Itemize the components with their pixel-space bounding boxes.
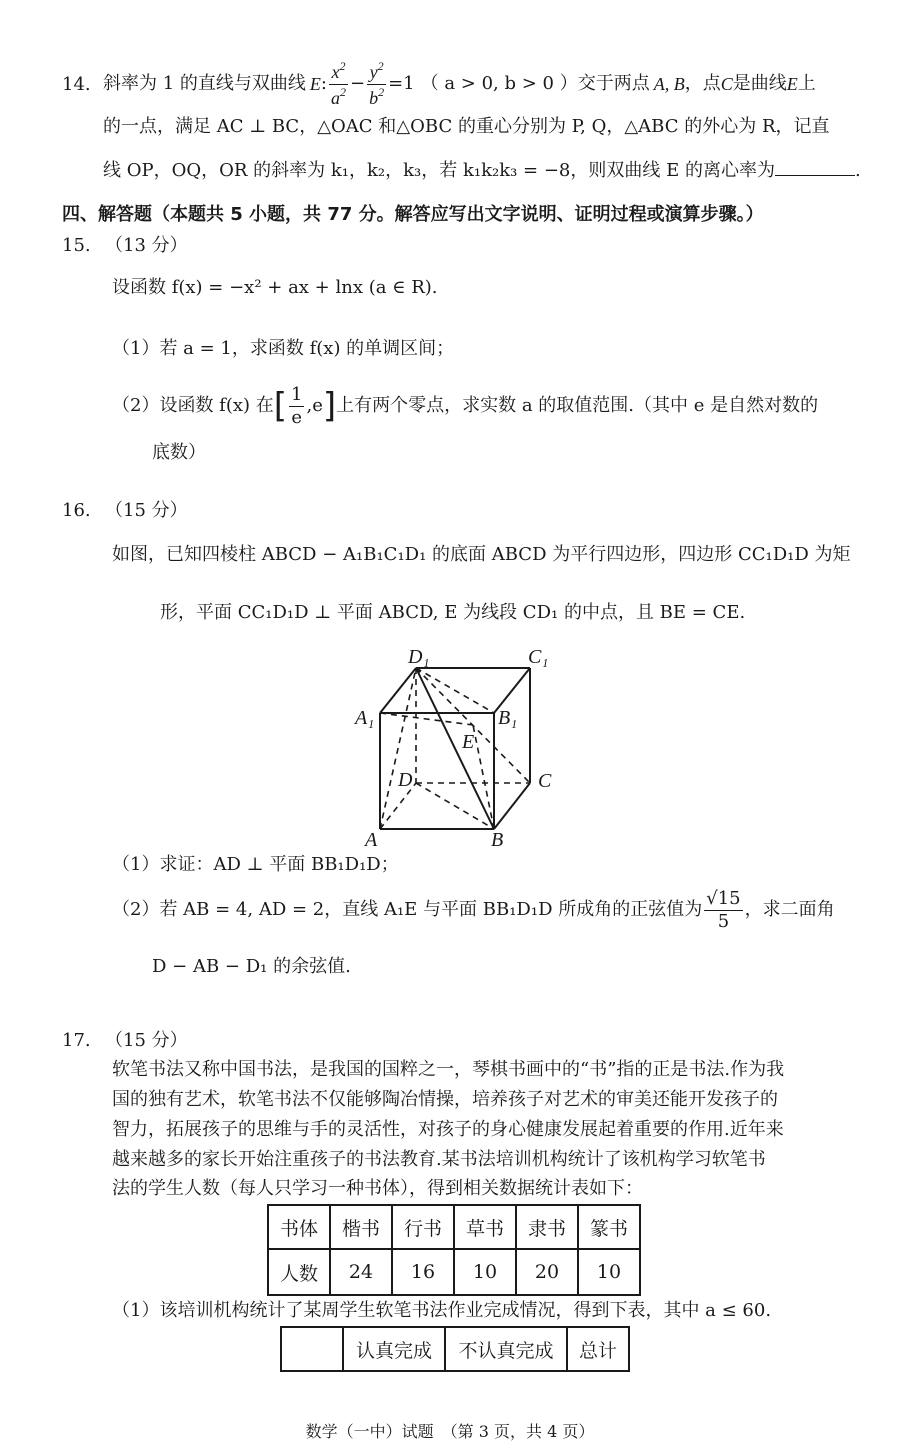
q16-part2-cont: D − AB − D₁ 的余弦值. bbox=[152, 956, 351, 977]
label-A: A bbox=[365, 829, 378, 851]
q16-part2: （2）若 AB = 4, AD = 2，直线 A₁E 与平面 BB₁D₁D 所成角的正弦值为 $\frac{√15}{5}$ ，求二面角 bbox=[112, 887, 835, 932]
table-cell: 篆书 bbox=[578, 1205, 640, 1249]
fraction-y2-b2: $\frac{y^2}{b^2}$ bbox=[369, 58, 385, 108]
q15-part2: （2）设函数 f(x) 在 [ $\frac{1}{e}$ ,e ] 上有两个零点，求实数 a 的取值范围.（其中 e 是自然对数的 bbox=[112, 383, 819, 428]
table-cell bbox=[281, 1327, 343, 1371]
q15-part2-cont: 底数） bbox=[152, 442, 206, 463]
fraction-1-e: $\frac{1}{e}$ bbox=[291, 383, 303, 428]
table-homework-completion bbox=[280, 1326, 630, 1372]
q15-intro: 设函数 f(x) = −x² + ax + lnx (a ∈ R). bbox=[112, 277, 438, 298]
q16-number: 16. bbox=[62, 500, 91, 521]
fraction-x2-a2: $\frac{x^2}{a^2}$ bbox=[330, 58, 346, 108]
page-footer: 数学（一中）试题 （第 3 页，共 4 页） bbox=[305, 1422, 595, 1441]
table-cell: 隶书 bbox=[516, 1205, 578, 1249]
q14-number: 14. bbox=[62, 74, 91, 95]
q17-part1: （1）该培训机构统计了某周学生软笔书法作业完成情况，得到下表，其中 a ≤ 60. bbox=[112, 1300, 772, 1321]
table-cell: 不认真完成 bbox=[445, 1327, 567, 1371]
table-cell: 书体 bbox=[268, 1205, 330, 1249]
q16-intro-line1: 如图，已知四棱柱 ABCD − A₁B₁C₁D₁ 的底面 ABCD 为平行四边形，四边形 CC₁D₁D 为矩 bbox=[112, 544, 851, 565]
q17-para-line4: 越来越多的家长开始注重孩子的书法教育.某书法培训机构统计了该机构学习软笔书 bbox=[112, 1149, 766, 1170]
fraction-sqrt15-5: $\frac{√15}{5}$ bbox=[706, 887, 741, 932]
table-header-row bbox=[281, 1327, 629, 1371]
q17-score: （15 分） bbox=[105, 1030, 188, 1051]
label-B: B bbox=[491, 829, 504, 851]
q15-score: （13 分） bbox=[105, 235, 188, 256]
q17-para-line3: 智力，拓展孩子的思维与手的灵活性，对孩子的身心健康发展起着重要的作用.近年来 bbox=[112, 1119, 784, 1140]
q15-number: 15. bbox=[62, 235, 91, 256]
q17-para-line2: 国的独有艺术，软笔书法不仅能够陶冶情操，培养孩子对艺术的审美还能开发孩子的 bbox=[112, 1089, 778, 1110]
table-cell: 楷书 bbox=[330, 1205, 392, 1249]
label-A1: A₁ bbox=[355, 707, 375, 729]
section-heading: 四、解答题（本题共 5 小题，共 77 分。解答应写出文字说明、证明过程或演算步骤。） bbox=[62, 204, 764, 225]
table-cell: 行书 bbox=[392, 1205, 454, 1249]
table-cell: 总计 bbox=[567, 1327, 629, 1371]
table-cell: 16 bbox=[392, 1249, 454, 1295]
table-cell: 认真完成 bbox=[343, 1327, 445, 1371]
q15-part1: （1）若 a = 1，求函数 f(x) 的单调区间； bbox=[112, 338, 455, 359]
label-B1: B₁ bbox=[498, 707, 518, 729]
label-C1: C₁ bbox=[528, 646, 549, 668]
table-cell: 草书 bbox=[454, 1205, 516, 1249]
q16-score: （15 分） bbox=[105, 500, 188, 521]
label-D1: D₁ bbox=[408, 646, 430, 668]
table-cell: 20 bbox=[516, 1249, 578, 1295]
label-E: E bbox=[462, 731, 475, 753]
table-cell: 10 bbox=[578, 1249, 640, 1295]
q14-line2: 的一点，满足 AC ⊥ BC，△OAC 和△OBC 的重心分别为 P, Q，△ABC 的外心为 R，记直 bbox=[103, 116, 830, 137]
table-calligraphy-count bbox=[267, 1204, 641, 1296]
table-header-row bbox=[268, 1205, 640, 1249]
q17-para-line1: 软笔书法又称中国书法，是我国的国粹之一，琴棋书画中的“书”指的正是书法.作为我 bbox=[112, 1059, 785, 1080]
table-row bbox=[268, 1249, 640, 1295]
q17-para-line5: 法的学生人数（每人只学习一种书体），得到相关数据统计表如下： bbox=[112, 1178, 643, 1199]
answer-blank bbox=[775, 175, 855, 176]
table-cell: 人数 bbox=[268, 1249, 330, 1295]
q16-part1: （1）求证：AD ⊥ 平面 BB₁D₁D； bbox=[112, 854, 399, 875]
q17-number: 17. bbox=[62, 1030, 91, 1051]
label-D: D bbox=[398, 769, 413, 791]
table-cell: 10 bbox=[454, 1249, 516, 1295]
table-cell: 24 bbox=[330, 1249, 392, 1295]
q16-intro-line2: 形，平面 CC₁D₁D ⊥ 平面 ABCD, E 为线段 CD₁ 的中点，且 BE = CE. bbox=[160, 602, 746, 623]
label-C: C bbox=[538, 770, 552, 792]
q14-line1: 斜率为 1 的直线与双曲线 E : $\frac{x^2}{a^2}$ − $\frac{y^2}{b^2}$ =1 （ a > 0, b > 0 ）交于两点 A, B ，点 C 是曲线 E 上 bbox=[103, 58, 816, 108]
q14-line3: 线 OP，OQ，OR 的斜率为 k₁，k₂，k₃，若 k₁k₂k₃ = −8，则双曲线 E 的离心率为 . bbox=[103, 160, 861, 181]
